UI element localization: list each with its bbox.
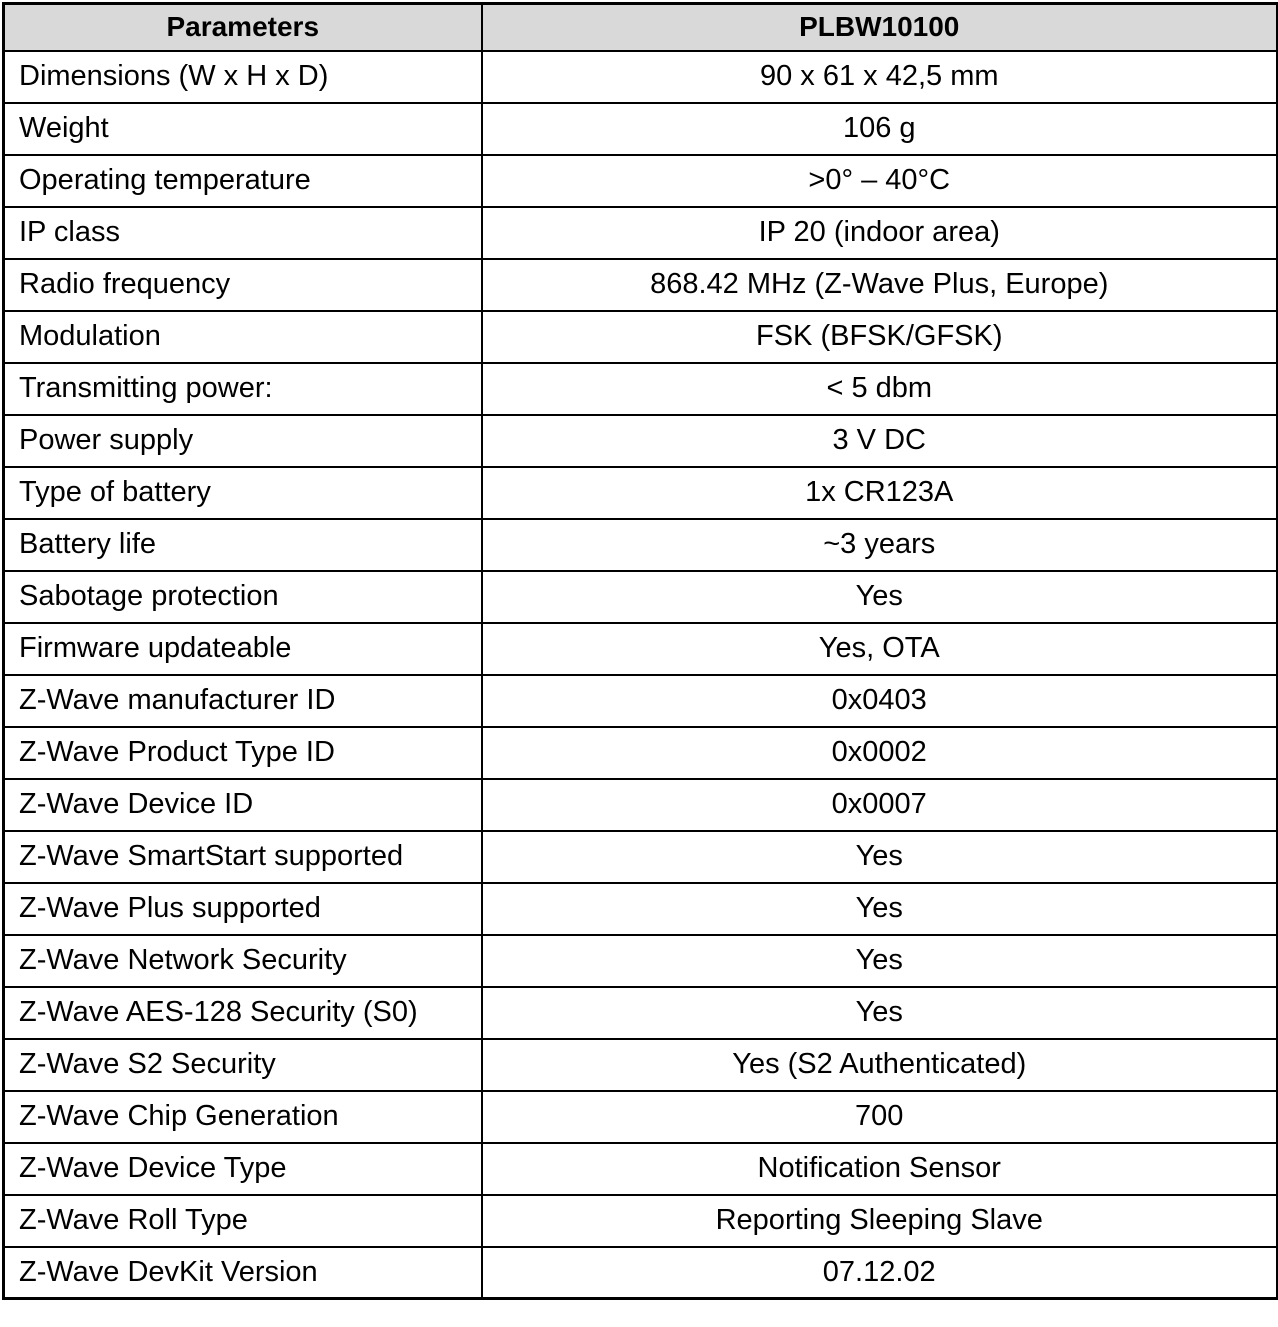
product-column-header: PLBW10100 (482, 4, 1278, 51)
table-row (4, 623, 1278, 675)
parameter-cell: Power supply (4, 415, 482, 467)
value-cell: < 5 dbm (482, 363, 1278, 415)
value-cell: 90 x 61 x 42,5 mm (482, 51, 1278, 103)
parameter-cell: Dimensions (W x H x D) (4, 51, 482, 103)
value-cell: 0x0403 (482, 675, 1278, 727)
table-row (4, 675, 1278, 727)
value-cell: 106 g (482, 103, 1278, 155)
table-row (4, 311, 1278, 363)
parameters-column-header: Parameters (4, 4, 482, 51)
parameter-cell: Type of battery (4, 467, 482, 519)
table-row (4, 1039, 1278, 1091)
table-row (4, 415, 1278, 467)
value-cell: Yes (482, 987, 1278, 1039)
spec-table-body (4, 51, 1278, 1299)
table-row (4, 727, 1278, 779)
parameter-cell: Sabotage protection (4, 571, 482, 623)
parameter-cell: Z-Wave Device Type (4, 1143, 482, 1195)
parameter-cell: Weight (4, 103, 482, 155)
table-row (4, 935, 1278, 987)
spec-table-header (4, 4, 1278, 51)
value-cell: ~3 years (482, 519, 1278, 571)
table-row (4, 51, 1278, 103)
parameter-cell: Z-Wave Device ID (4, 779, 482, 831)
value-cell: 0x0002 (482, 727, 1278, 779)
value-cell: Yes, OTA (482, 623, 1278, 675)
parameter-cell: Radio frequency (4, 259, 482, 311)
value-cell: 0x0007 (482, 779, 1278, 831)
parameter-cell: Firmware updateable (4, 623, 482, 675)
parameter-cell: Z-Wave AES-128 Security (S0) (4, 987, 482, 1039)
value-cell: Reporting Sleeping Slave (482, 1195, 1278, 1247)
parameter-cell: Z-Wave Chip Generation (4, 1091, 482, 1143)
value-cell: 868.42 MHz (Z-Wave Plus, Europe) (482, 259, 1278, 311)
parameter-cell: Z-Wave Plus supported (4, 883, 482, 935)
value-cell: Yes (482, 571, 1278, 623)
table-row (4, 103, 1278, 155)
value-cell: Yes (482, 935, 1278, 987)
table-row (4, 363, 1278, 415)
table-row (4, 987, 1278, 1039)
value-cell: IP 20 (indoor area) (482, 207, 1278, 259)
header-row (4, 4, 1278, 51)
parameter-cell: Z-Wave Network Security (4, 935, 482, 987)
parameter-cell: Z-Wave SmartStart supported (4, 831, 482, 883)
parameter-cell: Z-Wave Product Type ID (4, 727, 482, 779)
value-cell: 1x CR123A (482, 467, 1278, 519)
value-cell: 07.12.02 (482, 1247, 1278, 1299)
value-cell: FSK (BFSK/GFSK) (482, 311, 1278, 363)
parameter-cell: Z-Wave Roll Type (4, 1195, 482, 1247)
parameter-cell: Operating temperature (4, 155, 482, 207)
value-cell: >0° – 40°C (482, 155, 1278, 207)
parameter-cell: Z-Wave DevKit Version (4, 1247, 482, 1299)
table-row (4, 207, 1278, 259)
parameter-cell: Z-Wave manufacturer ID (4, 675, 482, 727)
table-row (4, 155, 1278, 207)
parameter-cell: Z-Wave S2 Security (4, 1039, 482, 1091)
table-row (4, 831, 1278, 883)
table-row (4, 519, 1278, 571)
table-row (4, 1143, 1278, 1195)
value-cell: Yes (482, 883, 1278, 935)
table-row (4, 779, 1278, 831)
value-cell: Yes (S2 Authenticated) (482, 1039, 1278, 1091)
spec-table (2, 2, 1278, 1300)
table-row (4, 259, 1278, 311)
value-cell: Yes (482, 831, 1278, 883)
parameter-cell: Modulation (4, 311, 482, 363)
table-row (4, 1247, 1278, 1299)
parameter-cell: Transmitting power: (4, 363, 482, 415)
table-row (4, 1091, 1278, 1143)
parameter-cell: IP class (4, 207, 482, 259)
table-row (4, 1195, 1278, 1247)
parameter-cell: Battery life (4, 519, 482, 571)
table-row (4, 467, 1278, 519)
value-cell: 700 (482, 1091, 1278, 1143)
table-row (4, 883, 1278, 935)
value-cell: 3 V DC (482, 415, 1278, 467)
table-row (4, 571, 1278, 623)
value-cell: Notification Sensor (482, 1143, 1278, 1195)
